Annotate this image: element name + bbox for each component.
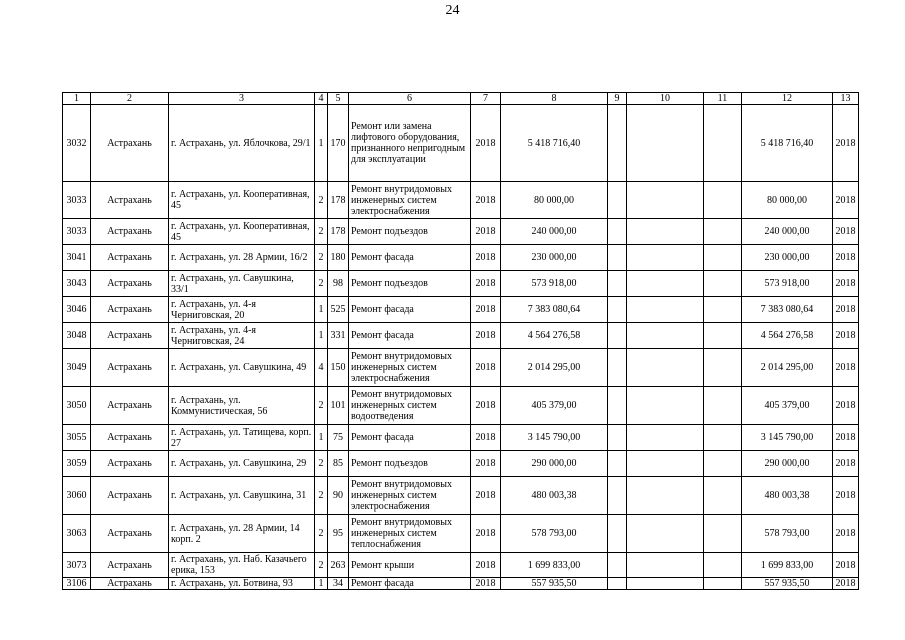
row-col9 (608, 105, 627, 182)
header-cell: 10 (627, 93, 704, 105)
row-col10 (627, 105, 704, 182)
row-year: 2018 (471, 323, 501, 349)
row-col12: 578 793,00 (742, 515, 833, 553)
row-col4: 2 (315, 271, 328, 297)
header-cell: 2 (91, 93, 169, 105)
row-id: 3060 (63, 477, 91, 515)
row-col13: 2018 (833, 245, 859, 271)
row-cost: 480 003,38 (501, 477, 608, 515)
row-col12: 3 145 790,00 (742, 425, 833, 451)
row-id: 3032 (63, 105, 91, 182)
row-work-type: Ремонт крыши (349, 553, 471, 578)
row-col9 (608, 219, 627, 245)
row-work-type: Ремонт внутридомовых инженерных систем электроснабжения (349, 182, 471, 219)
row-address: г. Астрахань, ул. Ботвина, 93 (169, 578, 315, 590)
row-city: Астрахань (91, 105, 169, 182)
row-col9 (608, 349, 627, 387)
row-col10 (627, 578, 704, 590)
row-col13: 2018 (833, 219, 859, 245)
table-row (63, 387, 859, 425)
row-col10 (627, 425, 704, 451)
row-id: 3049 (63, 349, 91, 387)
row-col4: 2 (315, 451, 328, 477)
row-address: г. Астрахань, ул. Коммунистическая, 56 (169, 387, 315, 425)
row-col9 (608, 387, 627, 425)
row-col9 (608, 515, 627, 553)
row-cost: 7 383 080,64 (501, 297, 608, 323)
row-col5: 75 (328, 425, 349, 451)
table-row (63, 105, 859, 182)
table-row (63, 245, 859, 271)
row-col9 (608, 477, 627, 515)
row-col5: 263 (328, 553, 349, 578)
row-cost: 240 000,00 (501, 219, 608, 245)
header-cell: 1 (63, 93, 91, 105)
row-col12: 290 000,00 (742, 451, 833, 477)
row-work-type: Ремонт подъездов (349, 271, 471, 297)
row-address: г. Астрахань, ул. Яблочкова, 29/1 (169, 105, 315, 182)
row-col11 (704, 105, 742, 182)
row-cost: 80 000,00 (501, 182, 608, 219)
row-cost: 5 418 716,40 (501, 105, 608, 182)
page-number: 24 (445, 3, 460, 18)
row-address: г. Астрахань, ул. Савушкина, 49 (169, 349, 315, 387)
row-col12: 5 418 716,40 (742, 105, 833, 182)
row-work-type: Ремонт подъездов (349, 219, 471, 245)
row-year: 2018 (471, 245, 501, 271)
row-id: 3043 (63, 271, 91, 297)
row-col9 (608, 425, 627, 451)
row-year: 2018 (471, 349, 501, 387)
row-col10 (627, 182, 704, 219)
row-work-type: Ремонт подъездов (349, 451, 471, 477)
row-col11 (704, 349, 742, 387)
row-cost: 557 935,50 (501, 578, 608, 590)
row-work-type: Ремонт фасада (349, 425, 471, 451)
row-col11 (704, 182, 742, 219)
table-row (63, 515, 859, 553)
row-col10 (627, 451, 704, 477)
row-year: 2018 (471, 271, 501, 297)
header-cell: 13 (833, 93, 859, 105)
row-col11 (704, 219, 742, 245)
row-col4: 1 (315, 297, 328, 323)
row-col12: 230 000,00 (742, 245, 833, 271)
row-col10 (627, 349, 704, 387)
row-col4: 2 (315, 477, 328, 515)
row-year: 2018 (471, 182, 501, 219)
row-col12: 4 564 276,58 (742, 323, 833, 349)
table-row (63, 349, 859, 387)
row-city: Астрахань (91, 578, 169, 590)
header-cell: 6 (349, 93, 471, 105)
row-year: 2018 (471, 105, 501, 182)
row-address: г. Астрахань, ул. Наб. Казачьего ерика, 153 (169, 553, 315, 578)
table-row (63, 451, 859, 477)
row-id: 3033 (63, 182, 91, 219)
row-col4: 2 (315, 182, 328, 219)
row-col13: 2018 (833, 182, 859, 219)
row-id: 3050 (63, 387, 91, 425)
row-cost: 405 379,00 (501, 387, 608, 425)
row-col12: 573 918,00 (742, 271, 833, 297)
row-col11 (704, 578, 742, 590)
row-work-type: Ремонт внутридомовых инженерных систем электроснабжения (349, 349, 471, 387)
row-col4: 2 (315, 553, 328, 578)
row-work-type: Ремонт фасада (349, 578, 471, 590)
table-row (63, 553, 859, 578)
row-year: 2018 (471, 387, 501, 425)
row-col11 (704, 387, 742, 425)
row-year: 2018 (471, 425, 501, 451)
table-row (63, 425, 859, 451)
row-cost: 1 699 833,00 (501, 553, 608, 578)
row-col13: 2018 (833, 349, 859, 387)
row-city: Астрахань (91, 387, 169, 425)
row-col13: 2018 (833, 271, 859, 297)
table-row (63, 271, 859, 297)
row-work-type: Ремонт фасада (349, 323, 471, 349)
row-col10 (627, 515, 704, 553)
row-col11 (704, 297, 742, 323)
row-address: г. Астрахань, ул. 28 Армии, 16/2 (169, 245, 315, 271)
row-col11 (704, 553, 742, 578)
row-col11 (704, 451, 742, 477)
table-row (63, 219, 859, 245)
row-year: 2018 (471, 451, 501, 477)
row-address: г. Астрахань, ул. 4-я Черниговская, 24 (169, 323, 315, 349)
row-col12: 1 699 833,00 (742, 553, 833, 578)
row-col10 (627, 553, 704, 578)
repair-program-table (62, 92, 859, 590)
table-row (63, 297, 859, 323)
row-col10 (627, 271, 704, 297)
row-address: г. Астрахань, ул. Савушкина, 33/1 (169, 271, 315, 297)
row-col10 (627, 477, 704, 515)
row-id: 3106 (63, 578, 91, 590)
row-col5: 95 (328, 515, 349, 553)
table-row (63, 578, 859, 590)
row-col9 (608, 553, 627, 578)
row-col10 (627, 323, 704, 349)
row-col12: 7 383 080,64 (742, 297, 833, 323)
row-city: Астрахань (91, 245, 169, 271)
row-col9 (608, 271, 627, 297)
header-cell: 9 (608, 93, 627, 105)
row-cost: 578 793,00 (501, 515, 608, 553)
row-cost: 573 918,00 (501, 271, 608, 297)
row-col9 (608, 182, 627, 219)
row-address: г. Астрахань, ул. Татищева, корп. 27 (169, 425, 315, 451)
header-cell: 3 (169, 93, 315, 105)
row-city: Астрахань (91, 349, 169, 387)
row-col5: 101 (328, 387, 349, 425)
row-col13: 2018 (833, 323, 859, 349)
table-row (63, 182, 859, 219)
row-col4: 4 (315, 349, 328, 387)
header-row (63, 93, 859, 105)
row-cost: 230 000,00 (501, 245, 608, 271)
row-id: 3063 (63, 515, 91, 553)
row-col9 (608, 578, 627, 590)
row-col5: 85 (328, 451, 349, 477)
row-col4: 1 (315, 425, 328, 451)
row-city: Астрахань (91, 553, 169, 578)
row-col5: 34 (328, 578, 349, 590)
row-col10 (627, 387, 704, 425)
row-cost: 4 564 276,58 (501, 323, 608, 349)
row-col4: 1 (315, 578, 328, 590)
row-cost: 290 000,00 (501, 451, 608, 477)
row-address: г. Астрахань, ул. Савушкина, 29 (169, 451, 315, 477)
row-col5: 150 (328, 349, 349, 387)
row-work-type: Ремонт внутридомовых инженерных систем электроснабжения (349, 477, 471, 515)
row-col12: 2 014 295,00 (742, 349, 833, 387)
row-col13: 2018 (833, 425, 859, 451)
row-col11 (704, 515, 742, 553)
row-col5: 525 (328, 297, 349, 323)
row-city: Астрахань (91, 297, 169, 323)
row-col12: 240 000,00 (742, 219, 833, 245)
row-col10 (627, 245, 704, 271)
row-col5: 331 (328, 323, 349, 349)
row-city: Астрахань (91, 219, 169, 245)
row-col5: 90 (328, 477, 349, 515)
row-id: 3033 (63, 219, 91, 245)
row-col5: 178 (328, 219, 349, 245)
row-id: 3041 (63, 245, 91, 271)
header-cell: 8 (501, 93, 608, 105)
row-city: Астрахань (91, 425, 169, 451)
row-id: 3073 (63, 553, 91, 578)
row-col9 (608, 297, 627, 323)
row-city: Астрахань (91, 515, 169, 553)
header-cell: 12 (742, 93, 833, 105)
row-col12: 480 003,38 (742, 477, 833, 515)
row-id: 3048 (63, 323, 91, 349)
row-col11 (704, 477, 742, 515)
row-col5: 170 (328, 105, 349, 182)
row-city: Астрахань (91, 182, 169, 219)
row-year: 2018 (471, 477, 501, 515)
row-work-type: Ремонт внутридомовых инженерных систем водоотведения (349, 387, 471, 425)
row-address: г. Астрахань, ул. 4-я Черниговская, 20 (169, 297, 315, 323)
row-col4: 2 (315, 245, 328, 271)
row-year: 2018 (471, 553, 501, 578)
row-work-type: Ремонт фасада (349, 297, 471, 323)
header-cell: 5 (328, 93, 349, 105)
row-year: 2018 (471, 297, 501, 323)
row-col10 (627, 297, 704, 323)
row-col13: 2018 (833, 477, 859, 515)
row-col5: 98 (328, 271, 349, 297)
row-col4: 2 (315, 387, 328, 425)
row-city: Астрахань (91, 477, 169, 515)
table-row (63, 323, 859, 349)
row-work-type: Ремонт внутридомовых инженерных систем теплоснабжения (349, 515, 471, 553)
row-col9 (608, 245, 627, 271)
row-col4: 1 (315, 323, 328, 349)
row-col13: 2018 (833, 105, 859, 182)
row-col12: 405 379,00 (742, 387, 833, 425)
row-address: г. Астрахань, ул. Кооперативная, 45 (169, 219, 315, 245)
row-col12: 80 000,00 (742, 182, 833, 219)
row-col4: 2 (315, 515, 328, 553)
row-col13: 2018 (833, 297, 859, 323)
row-year: 2018 (471, 219, 501, 245)
header-cell: 4 (315, 93, 328, 105)
row-col9 (608, 323, 627, 349)
row-address: г. Астрахань, ул. 28 Армии, 14 корп. 2 (169, 515, 315, 553)
row-col12: 557 935,50 (742, 578, 833, 590)
row-address: г. Астрахань, ул. Савушкина, 31 (169, 477, 315, 515)
row-col4: 1 (315, 105, 328, 182)
row-city: Астрахань (91, 323, 169, 349)
row-col13: 2018 (833, 553, 859, 578)
header-cell: 7 (471, 93, 501, 105)
row-col13: 2018 (833, 578, 859, 590)
row-col11 (704, 245, 742, 271)
header-cell: 11 (704, 93, 742, 105)
row-col11 (704, 425, 742, 451)
row-cost: 3 145 790,00 (501, 425, 608, 451)
row-col13: 2018 (833, 387, 859, 425)
row-work-type: Ремонт фасада (349, 245, 471, 271)
row-col5: 180 (328, 245, 349, 271)
row-col13: 2018 (833, 515, 859, 553)
row-id: 3059 (63, 451, 91, 477)
row-address: г. Астрахань, ул. Кооперативная, 45 (169, 182, 315, 219)
row-id: 3055 (63, 425, 91, 451)
row-work-type: Ремонт или замена лифтового оборудования, признанного непригодным для эксплуатации (349, 105, 471, 182)
row-cost: 2 014 295,00 (501, 349, 608, 387)
row-year: 2018 (471, 578, 501, 590)
row-year: 2018 (471, 515, 501, 553)
row-col4: 2 (315, 219, 328, 245)
row-city: Астрахань (91, 451, 169, 477)
table-row (63, 477, 859, 515)
row-col9 (608, 451, 627, 477)
row-id: 3046 (63, 297, 91, 323)
row-col13: 2018 (833, 451, 859, 477)
row-col11 (704, 271, 742, 297)
row-col11 (704, 323, 742, 349)
row-col5: 178 (328, 182, 349, 219)
row-city: Астрахань (91, 271, 169, 297)
row-col10 (627, 219, 704, 245)
